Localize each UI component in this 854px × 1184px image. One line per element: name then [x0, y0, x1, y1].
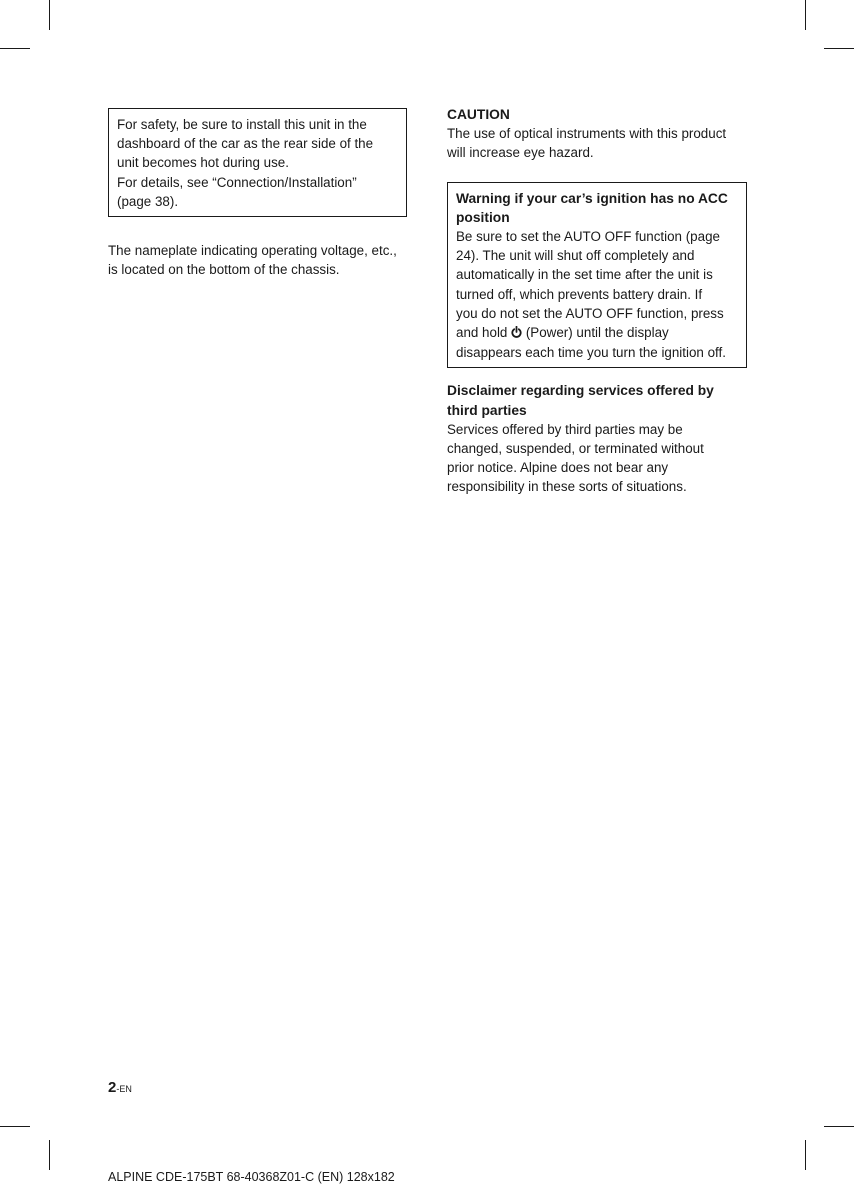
text-line: is located on the bottom of the chassis. [108, 262, 340, 278]
page-number [108, 1079, 132, 1096]
text-line: (page 38). [117, 193, 179, 209]
nameplate-note [108, 241, 407, 279]
text-fragment: (Power) until the display [522, 325, 669, 341]
disclaimer-heading: Disclaimer regarding services offered by [447, 383, 714, 399]
text-line: prior notice. Alpine does not bear any [447, 460, 669, 476]
text-line [456, 323, 738, 343]
text-line: you do not set the AUTO OFF function, press [456, 305, 724, 321]
crop-mark [0, 48, 30, 49]
safety-notice-box [108, 108, 407, 217]
text-line: will increase eye hazard. [447, 145, 594, 161]
text-line: unit becomes hot during use. [117, 155, 289, 171]
caution-section [447, 105, 747, 163]
text-line: turned off, which prevents battery drain. If [456, 286, 703, 302]
crop-mark [824, 1126, 854, 1127]
power-icon [511, 324, 522, 343]
text-line: Be sure to set the AUTO OFF function (page [456, 229, 720, 245]
caution-heading: CAUTION [447, 107, 510, 122]
text-fragment: and hold [456, 325, 512, 341]
crop-mark [805, 1140, 806, 1170]
text-line: dashboard of the car as the rear side of the [117, 136, 374, 152]
crop-mark [49, 0, 50, 30]
text-line: The nameplate indicating operating voltage, etc., [108, 243, 397, 259]
text-line: The use of optical instruments with this product [447, 126, 727, 142]
text-line: For details, see “Connection/Installation” [117, 174, 357, 190]
left-column [108, 108, 407, 279]
crop-mark [805, 0, 806, 30]
disclaimer-section [447, 381, 747, 496]
crop-mark [824, 48, 854, 49]
crop-mark [0, 1126, 30, 1127]
text-line: Services offered by third parties may be [447, 421, 683, 437]
acc-warning-box [447, 182, 747, 369]
print-footer: ALPINE CDE-175BT 68-40368Z01-C (EN) 128x182 [108, 1170, 395, 1184]
text-line: For safety, be sure to install this unit in the [117, 117, 367, 132]
text-line: disappears each time you turn the ignition off. [456, 345, 726, 361]
text-line: changed, suspended, or terminated without [447, 441, 704, 457]
acc-warning-heading: position [456, 209, 510, 225]
text-line: responsibility in these sorts of situations. [447, 479, 687, 495]
crop-mark [49, 1140, 50, 1170]
disclaimer-heading: third parties [447, 402, 527, 418]
acc-warning-heading: Warning if your car’s ignition has no ACC [456, 190, 728, 206]
page-number-suffix: -EN [116, 1084, 132, 1094]
text-line: automatically in the set time after the unit is [456, 267, 713, 283]
right-column [447, 105, 747, 497]
page-number-value: 2 [108, 1079, 117, 1096]
text-line: 24). The unit will shut off completely and [456, 248, 695, 264]
